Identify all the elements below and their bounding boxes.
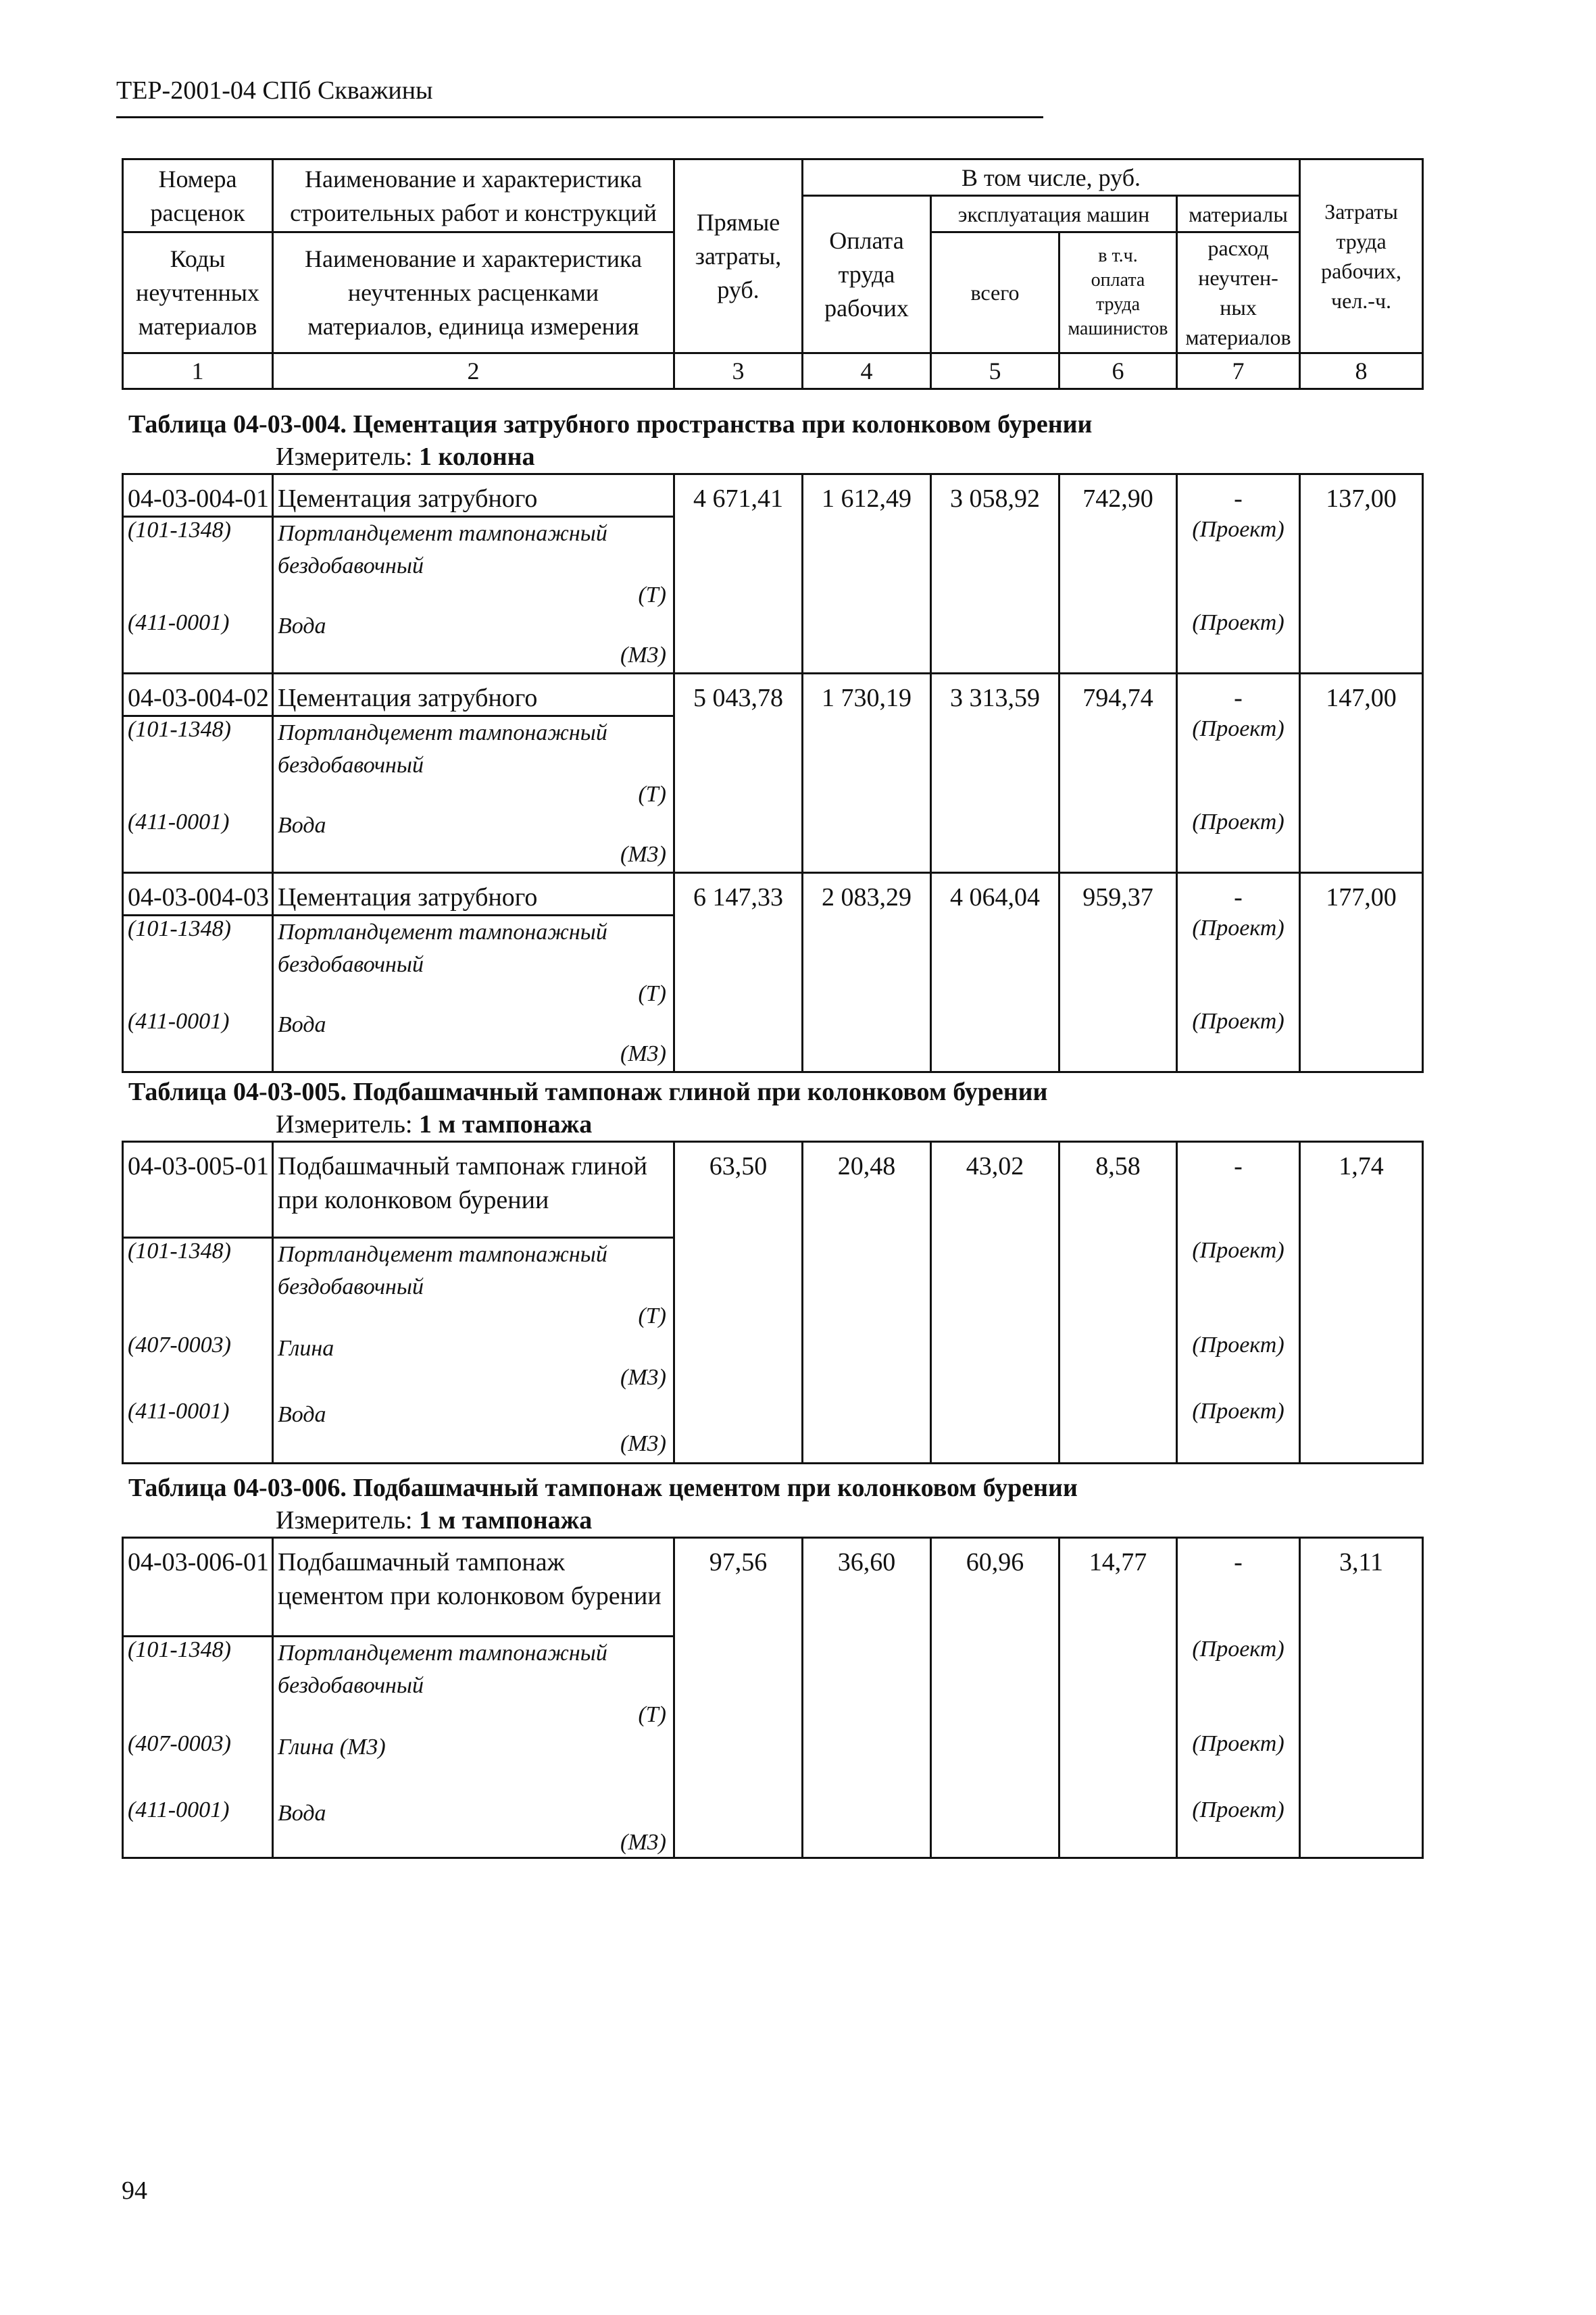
page-number: 94	[122, 2176, 147, 2205]
material-row: (411-0001) Вода (М3) (Проект)	[123, 1797, 1423, 1858]
rates-table	[122, 473, 1424, 1073]
table-row: 04-03-004-02 Цементация затрубного 5 043,78 1 730,19 3 313,59 794,74 - 147,00	[123, 674, 1423, 716]
section-caption: Таблица 04-03-004. Цементация затрубного пространства при колонковом бурении	[128, 410, 1093, 439]
header-work-name: Наименование и характеристика строительных работ и конструкций	[273, 159, 674, 232]
header-materials: материалы	[1177, 196, 1300, 232]
table-row: 04-03-004-03 Цементация затрубного 6 147,33 2 083,29 4 064,04 959,37 - 177,00	[123, 873, 1423, 916]
header-material-codes: Коды неучтенных материалов	[123, 232, 273, 353]
table-row: 04-03-006-01 Подбашмачный тампонаж цементом при колонковом бурении 97,56 36,60 60,96 14,77 - 3,11	[123, 1538, 1423, 1637]
material-row: (101-1348) Портландцемент тампонажный бездобавочный (Т) (Проект)	[123, 1238, 1423, 1333]
table-row: 04-03-004-01 Цементация затрубного 4 671,41 1 612,49 3 058,92 742,90 - 137,00	[123, 474, 1423, 517]
header-rule	[116, 116, 1043, 118]
rates-table	[122, 1537, 1424, 1859]
header-direct-costs: Прямые затраты, руб.	[674, 159, 803, 353]
table-row: 04-03-005-01 Подбашмачный тампонаж глиной при колонковом бурении 63,50 20,48 43,02 8,58 - 1,74	[123, 1142, 1423, 1238]
header-machines: эксплуатация машин	[931, 196, 1177, 232]
material-row: (411-0001) Вода (М3) (Проект)	[123, 810, 1423, 873]
material-row: (411-0001) Вода (М3) (Проект)	[123, 610, 1423, 674]
material-row: (101-1348) Портландцемент тампонажный бездобавочный (Т) (Проект)	[123, 1637, 1423, 1731]
document-header: ТЕР-2001-04 СПб Скважины	[116, 76, 433, 105]
header-labor-hours: Затраты труда рабочих, чел.-ч.	[1300, 159, 1423, 353]
header-unaccounted-materials: расход неучтен- ных материалов	[1177, 232, 1300, 353]
rates-table	[122, 1141, 1424, 1464]
material-row: (101-1348) Портландцемент тампонажный бездобавочный (Т) (Проект)	[123, 916, 1423, 1009]
section-unit: Измеритель: 1 м тампонажа	[276, 1110, 593, 1139]
header-machines-total: всего	[931, 232, 1059, 353]
column-header-table	[122, 158, 1424, 390]
material-row: (411-0001) Вода (М3) (Проект)	[123, 1009, 1423, 1072]
material-row: (411-0001) Вода (М3) (Проект)	[123, 1399, 1423, 1464]
section-caption: Таблица 04-03-005. Подбашмачный тампонаж глиной при колонковом бурении	[128, 1078, 1048, 1106]
header-rate-number: Номера расценок	[123, 159, 273, 232]
section-unit: Измеритель: 1 колонна	[276, 443, 535, 471]
section-unit: Измеритель: 1 м тампонажа	[276, 1506, 593, 1535]
header-material-names: Наименование и характеристика неучтенных расценками материалов, единица измерения	[273, 232, 674, 353]
header-labor-pay: Оплата труда рабочих	[803, 196, 931, 353]
material-row: (101-1348) Портландцемент тампонажный бездобавочный (Т) (Проект)	[123, 716, 1423, 810]
header-operators-pay: в т.ч. оплата труда машинистов	[1059, 232, 1177, 353]
material-row: (101-1348) Портландцемент тампонажный бездобавочный (Т) (Проект)	[123, 517, 1423, 610]
material-row: (407-0003) Глина (М3) (Проект)	[123, 1333, 1423, 1399]
column-numbers-row: 1 2 3 4 5 6 7 8	[123, 353, 1423, 389]
header-including: В том числе, руб.	[803, 159, 1300, 196]
section-caption: Таблица 04-03-006. Подбашмачный тампонаж цементом при колонковом бурении	[128, 1474, 1078, 1502]
material-row: (407-0003) Глина (М3) (Проект)	[123, 1731, 1423, 1797]
